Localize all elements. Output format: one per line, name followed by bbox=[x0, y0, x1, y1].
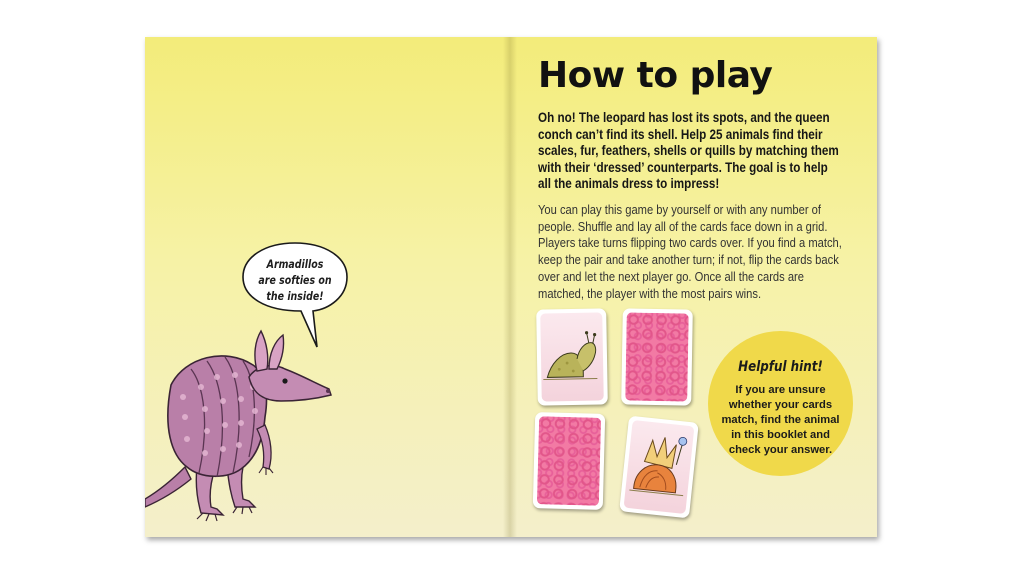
hint-title: Helpful hint! bbox=[738, 359, 823, 375]
speech-bubble-text: Armadillos are softies on the inside! bbox=[258, 257, 332, 303]
pink-pattern bbox=[537, 416, 601, 506]
open-booklet bbox=[145, 37, 877, 537]
undressed-animal-illustration bbox=[540, 312, 604, 401]
intro-paragraph: Oh no! The leopard has lost its spots, and the queen conch can’t find its shell. Help 25 animals find their scales, fur, feathers, shells or quills by matching them with their ‘dressed’ counterparts. The goal is to help all the animals dress to impress! bbox=[538, 110, 839, 191]
card-back bbox=[533, 412, 605, 510]
left-page bbox=[145, 37, 510, 537]
hint-text: If you are unsure whether your cards match, find the animal in this booklet and check your answer. bbox=[721, 384, 840, 456]
pink-pattern bbox=[625, 312, 689, 401]
dressed-animal-illustration bbox=[624, 420, 695, 514]
right-page bbox=[510, 37, 877, 537]
card-back bbox=[621, 308, 693, 405]
card-front-dressed bbox=[619, 416, 699, 519]
rules-paragraph: You can play this game by yourself or with any number of people. Shuffle and lay all of the cards face down in a grid. Players take turns flipping two cards over. If you find a match, keep the pair and take another turn; if not, flip the cards back over and let the next player go. Once all the cards are matched, the player with the most pairs wins. bbox=[538, 202, 842, 301]
helpful-hint-circle bbox=[708, 331, 853, 476]
page-title: How to play bbox=[538, 55, 773, 96]
card-front-undressed bbox=[536, 308, 608, 405]
speech-bubble bbox=[241, 241, 349, 317]
armadillo-illustration bbox=[145, 317, 335, 537]
